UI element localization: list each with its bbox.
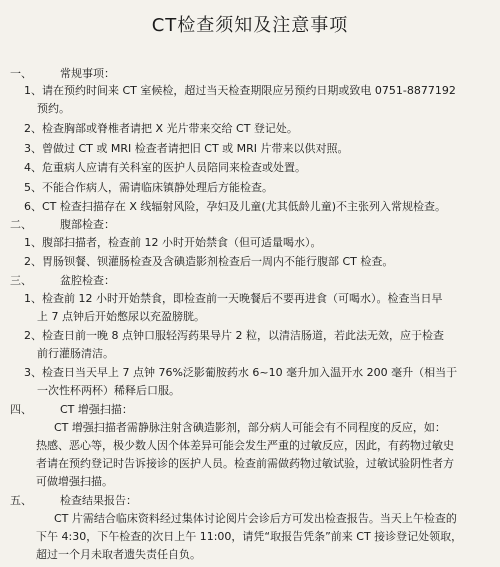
document-title: CT检查须知及注意事项 xyxy=(151,15,349,36)
section-1-line-7: 6、CT 检查扫描存在 X 线辐射风险，孕妇及儿童(尤其低龄儿童)不主张列入常规检查。 xyxy=(24,200,447,213)
section-3-number: 三、 xyxy=(10,274,32,287)
section-2-line-2: 2、胃肠钡餐、钡灌肠检查及含碘造影剂检查后一周内不能行腹部 CT 检查。 xyxy=(24,255,394,268)
section-4-line-4: 可做增强扫描。 xyxy=(36,475,113,488)
section-5-title: 检查结果报告： xyxy=(60,494,137,507)
section-4-title: CT 增强扫描： xyxy=(60,403,133,416)
section-5-number: 五、 xyxy=(10,494,32,507)
section-2-number: 二、 xyxy=(10,218,32,231)
section-3-line-3: 2、检查日前一晚 8 点钟口服轻泻药果导片 2 粒，以清洁肠道，若此法无效，应于检查 xyxy=(24,329,444,342)
section-4-line-2: 热感、恶心等，极少数人因个体差异可能会发生严重的过敏反应，因此，有药物过敏史 xyxy=(36,439,454,452)
section-3-line-1: 1、检查前 12 小时开始禁食，即检查前一天晚餐后不要再进食（可喝水）。检查当日早 xyxy=(24,292,443,305)
section-3-line-2: 上 7 点钟后开始憋尿以充盈膀胱。 xyxy=(37,310,205,323)
section-2-title: 腹部检查： xyxy=(60,218,115,231)
section-3-line-4: 前行灌肠清洁。 xyxy=(37,347,114,360)
section-1-line-6: 5、不能合作病人，需请临床镇静处理后方能检查。 xyxy=(24,181,273,194)
section-1-line-3: 2、检查胸部或脊椎者请把 X 光片带来交给 CT 登记处。 xyxy=(24,122,298,135)
section-4-line-1: CT 增强扫描者需静脉注射含碘造影剂，部分病人可能会有不同程度的反应，如： xyxy=(54,421,446,434)
section-1-line-1: 1、请在预约时间来 CT 室候检，超过当天检查期限应另预约日期或致电 0751-8877192 xyxy=(24,84,456,97)
section-2-line-1: 1、腹部扫描者，检查前 12 小时开始禁食（但可适量喝水）。 xyxy=(24,236,322,249)
section-1-line-5: 4、危重病人应请有关科室的医护人员陪同来检查或处置。 xyxy=(24,161,306,174)
section-1-line-4: 3、曾做过 CT 或 MRI 检查者请把旧 CT 或 MRI 片带来以供对照。 xyxy=(24,142,349,155)
section-4-line-3: 者请在预约登记时告诉接诊的医护人员。检查前需做药物过敏试验，过敏试验阴性者方 xyxy=(36,457,454,470)
section-3-title: 盆腔检查： xyxy=(60,274,115,287)
section-1-line-2: 预约。 xyxy=(37,102,70,115)
section-3-line-6: 一次性杯两杯）稀释后口服。 xyxy=(37,384,180,397)
section-1-number: 一、 xyxy=(10,67,32,80)
section-3-line-5: 3、检查日当天早上 7 点钟 76%泛影葡胺药水 6~10 毫升加入温开水 200 毫升（相当于 xyxy=(24,366,458,379)
section-4-number: 四、 xyxy=(10,403,32,416)
section-5-line-2: 下午 4:30，下午检查的次日上午 11:00，请凭“取报告凭条”前来 CT 接诊登记处领取， xyxy=(36,530,463,543)
section-1-title: 常规事项： xyxy=(60,67,115,80)
section-5-line-1: CT 片需结合临床资料经过集体讨论阅片会诊后方可发出检查报告。当天上午检查的 xyxy=(54,512,457,525)
section-5-line-3: 超过一个月未取者遗失责任自负。 xyxy=(36,548,201,561)
